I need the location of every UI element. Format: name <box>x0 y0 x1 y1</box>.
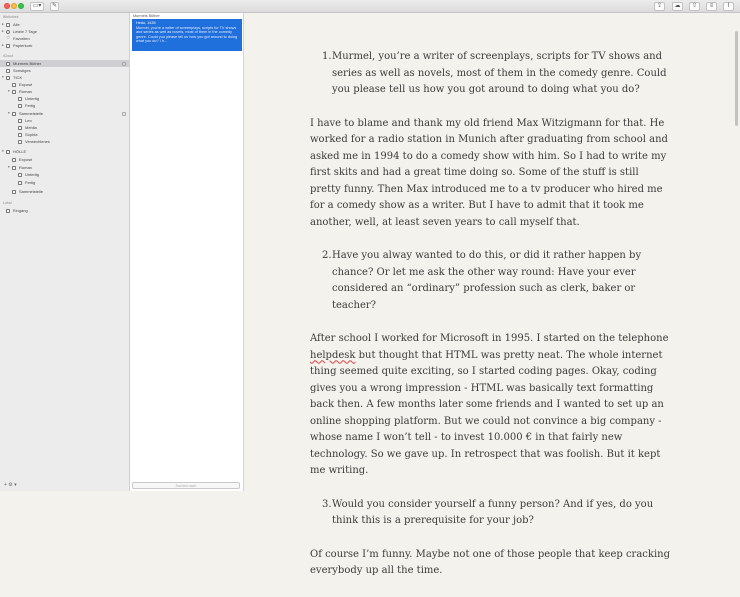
disclosure-icon[interactable]: ▸ <box>2 29 4 33</box>
sidebar-item-label: Untertig <box>25 172 40 177</box>
disclosure-open-icon[interactable]: ▾ <box>8 165 10 169</box>
disclosure-icon[interactable]: ▸ <box>2 22 4 26</box>
answer-3: Of course I’m funny. Maybe not one of those people that keep cracking everybody up all the time. <box>310 548 670 576</box>
group-icon <box>18 133 22 137</box>
group-icon <box>6 76 10 80</box>
sidebar-item-holle[interactable] <box>0 148 129 155</box>
sidebar-item-label: Letzte 7 Tage <box>13 29 37 34</box>
list-number: 2. <box>322 250 332 261</box>
compose-icon: ✎ <box>51 3 58 9</box>
question-text: Have you alway wanted to do this, or did it rather happen by chance? Or let me ask the other way round: Have your ever considered an “ordinary” profession such as clerk, baker or teacher? <box>332 250 642 311</box>
group-icon <box>12 90 16 94</box>
compose-button[interactable] <box>50 2 59 11</box>
sidebar-item-tick-sammelstelle[interactable] <box>0 110 129 117</box>
sidebar-item-label: Roman <box>19 165 32 170</box>
question-text: Would you consider yourself a funny person? And if yes, do you think this is a prerequisite for your job? <box>332 498 654 526</box>
sheet-card-title: Hedo, 1435 <box>136 21 156 25</box>
sidebar-item-holle-sammelstelle[interactable] <box>0 188 129 195</box>
group-icon <box>6 69 10 73</box>
sidebar-item-label: Eingang <box>13 208 28 213</box>
minimize-window-button[interactable] <box>11 3 17 9</box>
sidebar-item-holle-expose[interactable] <box>0 156 129 163</box>
sidebar-item-sophia[interactable] <box>0 131 129 138</box>
sidebar-item-label: Mehlia <box>25 125 37 130</box>
document-body[interactable] <box>310 49 670 597</box>
sidebar-item-label: Exposé <box>19 82 33 87</box>
section-icloud: iCloud <box>3 54 14 58</box>
zoom-window-button[interactable] <box>18 3 24 9</box>
sidebar-item-mehlia[interactable] <box>0 124 129 131</box>
sidebar-item-last-7-days[interactable] <box>0 28 129 35</box>
sidebar-item-tick-expose[interactable] <box>0 81 129 88</box>
sidebar-item-holle-roman[interactable] <box>0 164 129 171</box>
group-icon <box>12 158 16 162</box>
editor-scrollbar[interactable] <box>735 31 738 126</box>
question-text: Murmel, you’re a writer of screenplays, scripts for TV shows and series as well as novels, most of them in the comedy genre. Could you please tell us how you got around to doing what you do? <box>332 51 667 95</box>
list-icon: ≡ <box>709 3 714 9</box>
sidebar-footer-actions[interactable]: + ⚙ ▾ <box>4 482 17 488</box>
sidebar-item-label: Sonstiges <box>13 68 31 73</box>
share-button[interactable] <box>689 2 700 11</box>
star-icon: ☆ <box>6 35 11 41</box>
sidebar-item-label: Alle <box>13 22 20 27</box>
export-button[interactable] <box>654 2 665 11</box>
disclosure-open-icon[interactable]: ▾ <box>8 89 10 93</box>
sidebar-item-leo[interactable] <box>0 117 129 124</box>
group-icon <box>12 83 16 87</box>
sheet-card-selected[interactable] <box>132 19 242 51</box>
group-icon <box>18 173 22 177</box>
sidebar-item-label: Sammelstelle <box>19 111 44 116</box>
sidebar-item-label: Sophia <box>25 132 38 137</box>
share-icon: ⇧ <box>691 3 698 9</box>
sheet-list <box>130 13 244 491</box>
disclosure-open-icon[interactable]: ▾ <box>2 149 4 153</box>
cloud-icon: ☁ <box>674 3 681 9</box>
sidebar-item-label: Murmels Büther <box>13 61 42 66</box>
toolbar <box>0 0 740 13</box>
cloud-button[interactable] <box>672 2 683 11</box>
list-button[interactable] <box>706 2 717 11</box>
sidebar-item-label: HÖLLE <box>13 149 27 154</box>
question-1 <box>310 49 670 99</box>
sidebar-toggle-button[interactable] <box>30 2 44 11</box>
sidebar-item-label: Leo <box>25 118 32 123</box>
sheet-list-header: Murmels Büther <box>133 14 160 18</box>
sidebar-item-favorites[interactable] <box>0 35 129 42</box>
answer-2 <box>310 331 670 480</box>
library-icon <box>6 23 10 27</box>
sidebar-item-label: TICK <box>13 75 23 80</box>
question-3 <box>310 497 670 530</box>
group-icon <box>12 112 16 116</box>
group-icon <box>18 126 22 130</box>
disclosure-icon[interactable]: ▸ <box>2 43 4 47</box>
sidebar-item-label: Sammelstelle <box>19 189 44 194</box>
export-icon: ⇪ <box>656 3 663 9</box>
clock-icon <box>6 30 10 34</box>
sidebar-item-label: Exposé <box>19 157 33 162</box>
trash-icon <box>6 44 10 48</box>
misspelled-word[interactable]: helpdesk <box>310 349 356 361</box>
sidebar-item-holle-untertig[interactable] <box>0 171 129 178</box>
disclosure-open-icon[interactable]: ▾ <box>2 75 4 79</box>
list-number: 3. <box>322 498 332 510</box>
group-icon <box>12 190 16 194</box>
question-2 <box>310 248 670 314</box>
sidebar-item-sonstiges[interactable] <box>0 67 129 74</box>
group-icon <box>18 104 22 108</box>
search-input[interactable]: Suchen nach <box>132 482 240 489</box>
group-icon <box>6 150 10 154</box>
sidebar-item-label: Untertig <box>25 96 40 101</box>
disclosure-open-icon[interactable]: ▾ <box>8 111 10 115</box>
sidebar-item-verwechlenes[interactable] <box>0 138 129 145</box>
sidebar-item-all[interactable] <box>0 21 129 28</box>
group-icon <box>18 140 22 144</box>
sidebar-item-inbox[interactable] <box>0 207 129 214</box>
sidebar-item-label: Papierkorb <box>13 43 33 48</box>
close-window-button[interactable] <box>4 3 10 9</box>
sidebar-toggle-icon: ▭▾ <box>32 3 42 9</box>
section-local: Lokal <box>3 201 12 205</box>
filter-icon[interactable] <box>122 112 126 116</box>
sidebar-item-label: Fertig <box>25 103 36 108</box>
answer-text: but thought that HTML was pretty neat. The whole internet thing seemed quite exciting, so I started coding pages. Okay, coding gives you a wrong impression - HTML was basically text formatting back then. A few months later some friends and I wanted to set up an online shopping platform. But we could not convince a big company - whose name I won’t tell - to invest 10.000 € in that fairly new technology. So we gave up. In retrospect that was foolish. But it kept me writing. <box>310 349 664 476</box>
sidebar-item-tick-fertig[interactable] <box>0 102 129 109</box>
attach-button[interactable] <box>723 2 734 11</box>
sidebar-item-label: Fertig <box>25 180 36 185</box>
sheet-card-preview: Murmel, you're a writer of screenplays, scripts for TV shows and series as well as novels, most of them in the comedy genre. Could you please tell us how you got around to doing what you do? I h... <box>136 25 238 44</box>
sidebar-item-holle-fertig[interactable] <box>0 179 129 186</box>
filter-icon[interactable] <box>122 62 126 66</box>
group-icon <box>12 166 16 170</box>
sidebar-item-tick-roman[interactable] <box>0 88 129 95</box>
sidebar-item-murmels-buther[interactable] <box>0 60 129 67</box>
section-library: Bibliothek <box>3 15 19 19</box>
attach-icon: ⌇ <box>727 3 730 9</box>
group-icon <box>18 119 22 123</box>
sidebar-item-label: Verwechlenes <box>25 139 50 144</box>
sidebar-item-tick-untertig[interactable] <box>0 95 129 102</box>
editor[interactable] <box>245 13 740 576</box>
group-icon <box>18 181 22 185</box>
sidebar-item-label: Favoriten <box>13 36 30 41</box>
sidebar-item-label: Roman <box>19 89 32 94</box>
inbox-icon <box>6 209 10 213</box>
answer-text: After school I worked for Microsoft in 1995. I started on the telephone <box>310 333 669 344</box>
sidebar <box>0 13 130 491</box>
answer-1: I have to blame and thank my old friend Max Witzigmann for that. He worked for a radio station in Munich after graduating from school and asked me in 1994 to do a comedy show with him. So I had to write my first skits and had a great time doing so. Some of the stuff is still pretty funny. Then Max introduced me to a tv producer who hired me for a comedy show as a writer. But I have to admit that it took me another, well, at least seven years to call myself that. <box>310 117 668 228</box>
group-icon <box>18 97 22 101</box>
group-icon <box>6 62 10 66</box>
sidebar-item-trash[interactable] <box>0 42 129 49</box>
list-number: 1. <box>322 51 332 62</box>
sidebar-item-tick[interactable] <box>0 74 129 81</box>
